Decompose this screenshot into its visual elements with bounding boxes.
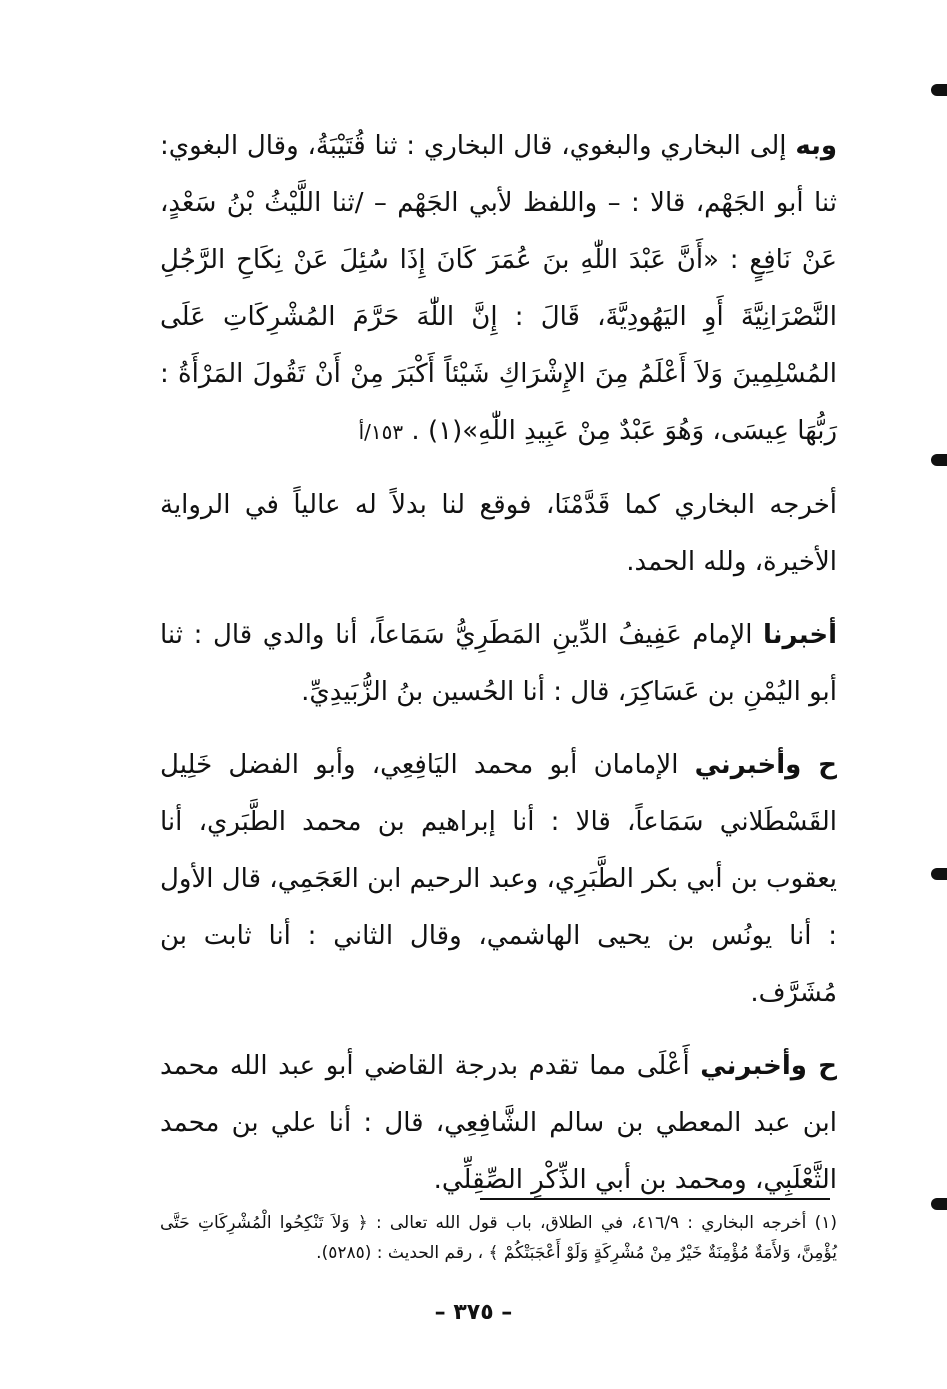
paragraph: [160, 737, 837, 1022]
paragraph: [160, 477, 837, 591]
paragraph: [160, 1038, 837, 1209]
main-text: [160, 118, 837, 1225]
paragraph-lead: ح وأخبرني: [694, 750, 838, 780]
paragraph-lead: وبه: [795, 131, 838, 161]
paragraph-text: أَعْلَى مما تقدم بدرجة القاضي أبو عبد الله محمد ابن عبد المعطي بن سالم الشَّافِعِي، قال : أنا علي بن محمد الثَّعْلَبِي، ومحمد بن أبي الذِّكْرِ الصِّقِلِّي.: [160, 1051, 837, 1195]
page-number: – ٣٧٥ –: [434, 1300, 513, 1325]
binding-mark: [931, 84, 947, 96]
footnote-text: أخرجه البخاري : ٤١٦/٩، في الطلاق، باب قول الله تعالى : ﴿ وَلاَ تَنْكِحُوا الْمُشْرِكَاتِ حَتَّى يُؤْمِنَّ، وَلأَمَةٌ مُؤْمِنَةٌ خَيْرٌ مِنْ مُشْرِكَةٍ وَلَوْ أَعْجَبَتْكُمْ ﴾ ، رقم الحديث : (٥٢٨٥).: [160, 1213, 837, 1263]
footnote-marker: (١): [814, 1213, 837, 1233]
paragraph-text: الإمام عَفِيفُ الدِّينِ المَطَرِيُّ سَمَاعاً، أنا والدي قال : ثنا أبو اليُمْنِ بن عَسَاكِرَ، قال : أنا الحُسين بنُ الزُّبَيدِيِّ.: [160, 620, 837, 707]
binding-mark: [931, 454, 947, 466]
paragraph-text: إلى البخاري والبغوي، قال البخاري : ثنا قُتَيْبَةُ، وقال البغوي: ثنا أبو الجَهْم، قالا : – واللفظ لأبي الجَهْم – /ثنا اللَّيْثُ بْنُ سَعْدٍ، عَنْ نَافِعٍ : «أَنَّ عَبْدَ اللّٰهِ بنَ عُمَرَ كَانَ إِذَا سُئِلَ عَنْ نِكَاحِ الرَّجُلِ النَّصْرَانِيَّةَ أَوِ اليَهُودِيَّةَ، قَالَ : إِنَّ اللّٰهَ حَرَّمَ المُشْرِكَاتِ عَلَى المُسْلِمِينَ وَلاَ أَعْلَمُ مِنَ الإِشْرَاكِ شَيْئاً أَكْبَرَ مِنْ أَنْ تَقُولَ المَرْأَةُ : رَبُّهَا عِيسَى، وَهُوَ عَبْدٌ مِنْ عَبِيدِ اللّٰهِ»(١) .: [160, 131, 837, 446]
paragraph-text: أخرجه البخاري كما قَدَّمْنَا، فوقع لنا بدلاً له عالياً في الرواية الأخيرة، ولله الحمد.: [160, 490, 837, 577]
footnote: [160, 1208, 837, 1268]
paragraph-text: الإمامان أبو محمد اليَافِعِي، وأبو الفضل خَلِيل القَسْطَلاني سَمَاعاً، قالا : أنا إبراهيم بن محمد الطَّبَري، أنا يعقوب بن أبي بكر الطَّبَرِي، وعبد الرحيم ابن العَجَمِي، قال الأول : أنا يونُس بن يحيى الهاشمي، وقال الثاني : أنا ثابت بن مُشَرَّف.: [160, 750, 837, 1008]
binding-mark: [931, 868, 947, 880]
paragraph: [160, 607, 837, 721]
paragraph-lead: أخبرنا: [763, 620, 837, 650]
paragraph-lead: ح وأخبرني: [700, 1051, 838, 1081]
binding-mark: [931, 1198, 947, 1210]
manuscript-folio-ref: ١٥٣/أ: [358, 420, 404, 444]
footnote-divider: [480, 1198, 830, 1200]
paragraph: [160, 118, 837, 461]
